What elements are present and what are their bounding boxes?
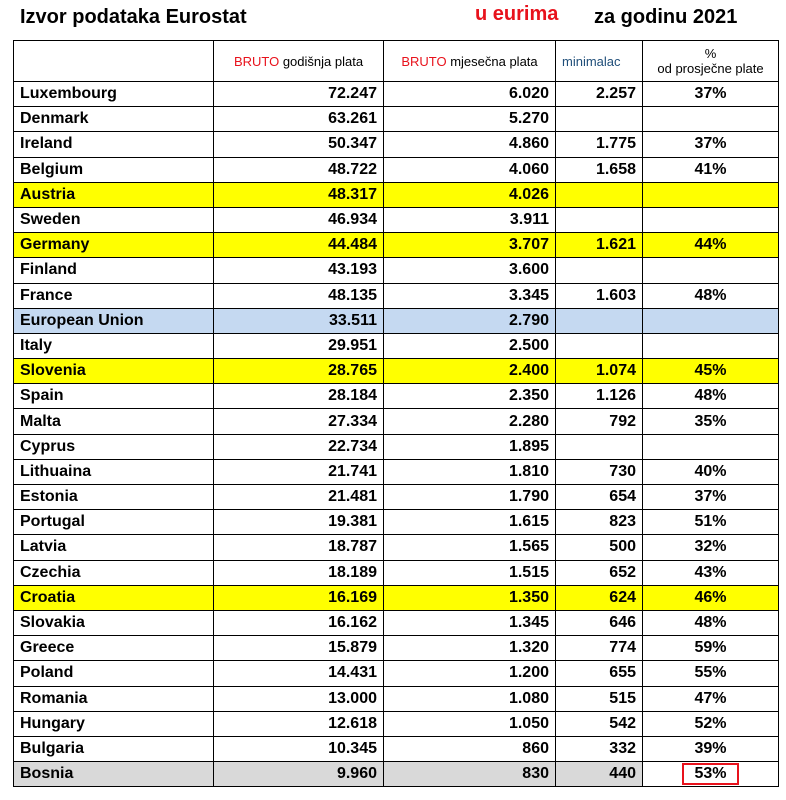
table-row [14, 560, 779, 585]
country-cell: Malta [14, 409, 214, 434]
minimum-wage-cell: 332 [556, 736, 643, 761]
header-monthly-salary [384, 41, 556, 82]
monthly-salary-cell: 1.515 [384, 560, 556, 585]
page-title: Izvor podataka Eurostat [20, 6, 247, 28]
table-row [14, 82, 779, 107]
monthly-salary-cell: 1.810 [384, 459, 556, 484]
minimum-wage-cell: 1.126 [556, 384, 643, 409]
annual-salary-cell: 50.347 [214, 132, 384, 157]
year-label: za godinu 2021 [594, 6, 738, 28]
annual-salary-cell: 48.317 [214, 182, 384, 207]
minimum-wage-cell: 655 [556, 661, 643, 686]
country-cell: Belgium [14, 157, 214, 182]
country-cell: Estonia [14, 485, 214, 510]
percent-symbol: % [704, 46, 717, 61]
table-row [14, 585, 779, 610]
minimum-wage-cell [556, 308, 643, 333]
monthly-salary-cell: 2.500 [384, 333, 556, 358]
annual-salary-cell: 12.618 [214, 711, 384, 736]
minimum-wage-cell: 542 [556, 711, 643, 736]
annual-salary-cell: 27.334 [214, 409, 384, 434]
header-annual-salary [214, 41, 384, 82]
percent-cell [643, 207, 779, 232]
monthly-salary-cell: 1.615 [384, 510, 556, 535]
country-cell: European Union [14, 308, 214, 333]
percent-cell: 59% [643, 636, 779, 661]
percent-cell: 47% [643, 686, 779, 711]
monthly-salary-cell: 3.600 [384, 258, 556, 283]
table-row [14, 485, 779, 510]
minimum-wage-cell [556, 434, 643, 459]
monthly-label: mjesečna plata [446, 53, 538, 69]
country-cell: Bulgaria [14, 736, 214, 761]
header-percent [643, 41, 779, 82]
percent-cell: 37% [643, 485, 779, 510]
minimum-wage-cell: 652 [556, 560, 643, 585]
table-row [14, 636, 779, 661]
table-row [14, 132, 779, 157]
annual-salary-cell: 43.193 [214, 258, 384, 283]
monthly-salary-cell: 1.320 [384, 636, 556, 661]
header-row [14, 41, 779, 82]
percent-cell: 52% [643, 711, 779, 736]
percent-cell: 46% [643, 585, 779, 610]
percent-cell: 43% [643, 560, 779, 585]
percent-cell [643, 258, 779, 283]
annual-salary-cell: 18.787 [214, 535, 384, 560]
minimum-wage-cell: 1.621 [556, 233, 643, 258]
country-cell: Ireland [14, 132, 214, 157]
country-cell: Denmark [14, 107, 214, 132]
monthly-salary-cell: 860 [384, 736, 556, 761]
table-row [14, 333, 779, 358]
percent-cell: 40% [643, 459, 779, 484]
table-row [14, 661, 779, 686]
monthly-salary-cell: 3.911 [384, 207, 556, 232]
annual-salary-cell: 21.741 [214, 459, 384, 484]
table-row [14, 711, 779, 736]
minimum-wage-cell: 823 [556, 510, 643, 535]
monthly-salary-cell: 1.895 [384, 434, 556, 459]
percent-cell [643, 107, 779, 132]
monthly-salary-cell: 2.400 [384, 359, 556, 384]
monthly-salary-cell: 1.200 [384, 661, 556, 686]
annual-salary-cell: 46.934 [214, 207, 384, 232]
monthly-salary-cell: 1.080 [384, 686, 556, 711]
monthly-salary-cell: 2.790 [384, 308, 556, 333]
country-cell: Czechia [14, 560, 214, 585]
annual-salary-cell: 10.345 [214, 736, 384, 761]
table-row [14, 434, 779, 459]
minimum-wage-cell: 2.257 [556, 82, 643, 107]
table-row [14, 409, 779, 434]
percent-cell: 51% [643, 510, 779, 535]
table-row [14, 510, 779, 535]
table-row [14, 610, 779, 635]
monthly-salary-cell: 5.270 [384, 107, 556, 132]
percent-cell: 45% [643, 359, 779, 384]
percent-cell: 35% [643, 409, 779, 434]
monthly-salary-cell: 3.345 [384, 283, 556, 308]
annual-salary-cell: 28.765 [214, 359, 384, 384]
table-row [14, 535, 779, 560]
country-cell: Slovakia [14, 610, 214, 635]
monthly-salary-cell: 1.565 [384, 535, 556, 560]
minimum-wage-cell: 515 [556, 686, 643, 711]
table-row [14, 359, 779, 384]
country-cell: Germany [14, 233, 214, 258]
minimum-wage-cell: 774 [556, 636, 643, 661]
minimum-wage-cell: 646 [556, 610, 643, 635]
monthly-salary-cell: 2.280 [384, 409, 556, 434]
annual-salary-cell: 9.960 [214, 762, 384, 787]
minimum-wage-cell [556, 333, 643, 358]
table-row [14, 258, 779, 283]
percent-cell: 37% [643, 82, 779, 107]
country-cell: Portugal [14, 510, 214, 535]
annual-salary-cell: 21.481 [214, 485, 384, 510]
country-cell: Croatia [14, 585, 214, 610]
annual-salary-cell: 72.247 [214, 82, 384, 107]
percent-cell: 32% [643, 535, 779, 560]
annual-salary-cell: 16.169 [214, 585, 384, 610]
annual-salary-cell: 48.135 [214, 283, 384, 308]
minimum-wage-cell: 500 [556, 535, 643, 560]
annual-salary-cell: 18.189 [214, 560, 384, 585]
monthly-salary-cell: 1.050 [384, 711, 556, 736]
percent-cell [643, 182, 779, 207]
minimum-wage-cell [556, 258, 643, 283]
monthly-salary-cell: 4.060 [384, 157, 556, 182]
table-row [14, 459, 779, 484]
minimum-wage-cell: 1.658 [556, 157, 643, 182]
percent-cell [643, 762, 779, 787]
table-row [14, 207, 779, 232]
percent-cell: 48% [643, 384, 779, 409]
annual-salary-cell: 44.484 [214, 233, 384, 258]
country-cell: Greece [14, 636, 214, 661]
minimum-wage-cell [556, 207, 643, 232]
percent-cell: 48% [643, 610, 779, 635]
annual-salary-cell: 13.000 [214, 686, 384, 711]
annual-salary-cell: 22.734 [214, 434, 384, 459]
country-cell: Hungary [14, 711, 214, 736]
percent-cell [643, 333, 779, 358]
table-row [14, 283, 779, 308]
annual-salary-cell: 15.879 [214, 636, 384, 661]
salary-table [13, 40, 779, 787]
table-row [14, 762, 779, 787]
country-cell: Italy [14, 333, 214, 358]
percent-cell: 37% [643, 132, 779, 157]
monthly-salary-cell: 4.026 [384, 182, 556, 207]
minimum-wage-cell: 624 [556, 585, 643, 610]
percent-cell: 48% [643, 283, 779, 308]
country-cell: Slovenia [14, 359, 214, 384]
minimum-wage-cell: 792 [556, 409, 643, 434]
minimum-wage-cell [556, 182, 643, 207]
percent-cell: 41% [643, 157, 779, 182]
annual-label: godišnja plata [279, 53, 364, 69]
bruto-label: BRUTO [233, 53, 280, 69]
percent-cell: 55% [643, 661, 779, 686]
country-cell: Spain [14, 384, 214, 409]
table-row [14, 233, 779, 258]
country-cell: Poland [14, 661, 214, 686]
monthly-salary-cell: 2.350 [384, 384, 556, 409]
monthly-salary-cell: 1.345 [384, 610, 556, 635]
country-cell: Sweden [14, 207, 214, 232]
minimum-wage-cell: 1.074 [556, 359, 643, 384]
header-country [14, 41, 214, 82]
annual-salary-cell: 19.381 [214, 510, 384, 535]
country-cell: Cyprus [14, 434, 214, 459]
country-cell: France [14, 283, 214, 308]
table-row [14, 308, 779, 333]
monthly-salary-cell: 6.020 [384, 82, 556, 107]
annual-salary-cell: 48.722 [214, 157, 384, 182]
monthly-salary-cell: 1.790 [384, 485, 556, 510]
percent-cell [643, 308, 779, 333]
bruto-label: BRUTO [401, 53, 447, 69]
annual-salary-cell: 28.184 [214, 384, 384, 409]
percent-cell: 39% [643, 736, 779, 761]
percent-label: od prosječne plate [657, 61, 764, 76]
annual-salary-cell: 33.511 [214, 308, 384, 333]
percent-cell [643, 434, 779, 459]
table-row [14, 736, 779, 761]
minimum-wage-cell [556, 107, 643, 132]
table-row [14, 182, 779, 207]
minimum-wage-cell: 440 [556, 762, 643, 787]
country-cell: Romania [14, 686, 214, 711]
annual-salary-cell: 14.431 [214, 661, 384, 686]
minimum-wage-cell: 1.775 [556, 132, 643, 157]
minimum-wage-cell: 654 [556, 485, 643, 510]
monthly-salary-cell: 4.860 [384, 132, 556, 157]
country-cell: Luxembourg [14, 82, 214, 107]
table-row [14, 157, 779, 182]
country-cell: Lithuaina [14, 459, 214, 484]
country-cell: Latvia [14, 535, 214, 560]
table-row [14, 107, 779, 132]
country-cell: Austria [14, 182, 214, 207]
currency-note: u eurima [475, 3, 559, 25]
annual-salary-cell: 63.261 [214, 107, 384, 132]
percent-cell: 44% [643, 233, 779, 258]
monthly-salary-cell: 3.707 [384, 233, 556, 258]
country-cell: Finland [14, 258, 214, 283]
monthly-salary-cell: 1.350 [384, 585, 556, 610]
country-cell: Bosnia [14, 762, 214, 787]
header-minimum-wage: minimalac [556, 41, 643, 82]
minimum-wage-cell: 730 [556, 459, 643, 484]
monthly-salary-cell: 830 [384, 762, 556, 787]
table-row [14, 384, 779, 409]
annual-salary-cell: 29.951 [214, 333, 384, 358]
highlight-box: 53% [682, 763, 738, 785]
table-row [14, 686, 779, 711]
minimum-wage-cell: 1.603 [556, 283, 643, 308]
annual-salary-cell: 16.162 [214, 610, 384, 635]
